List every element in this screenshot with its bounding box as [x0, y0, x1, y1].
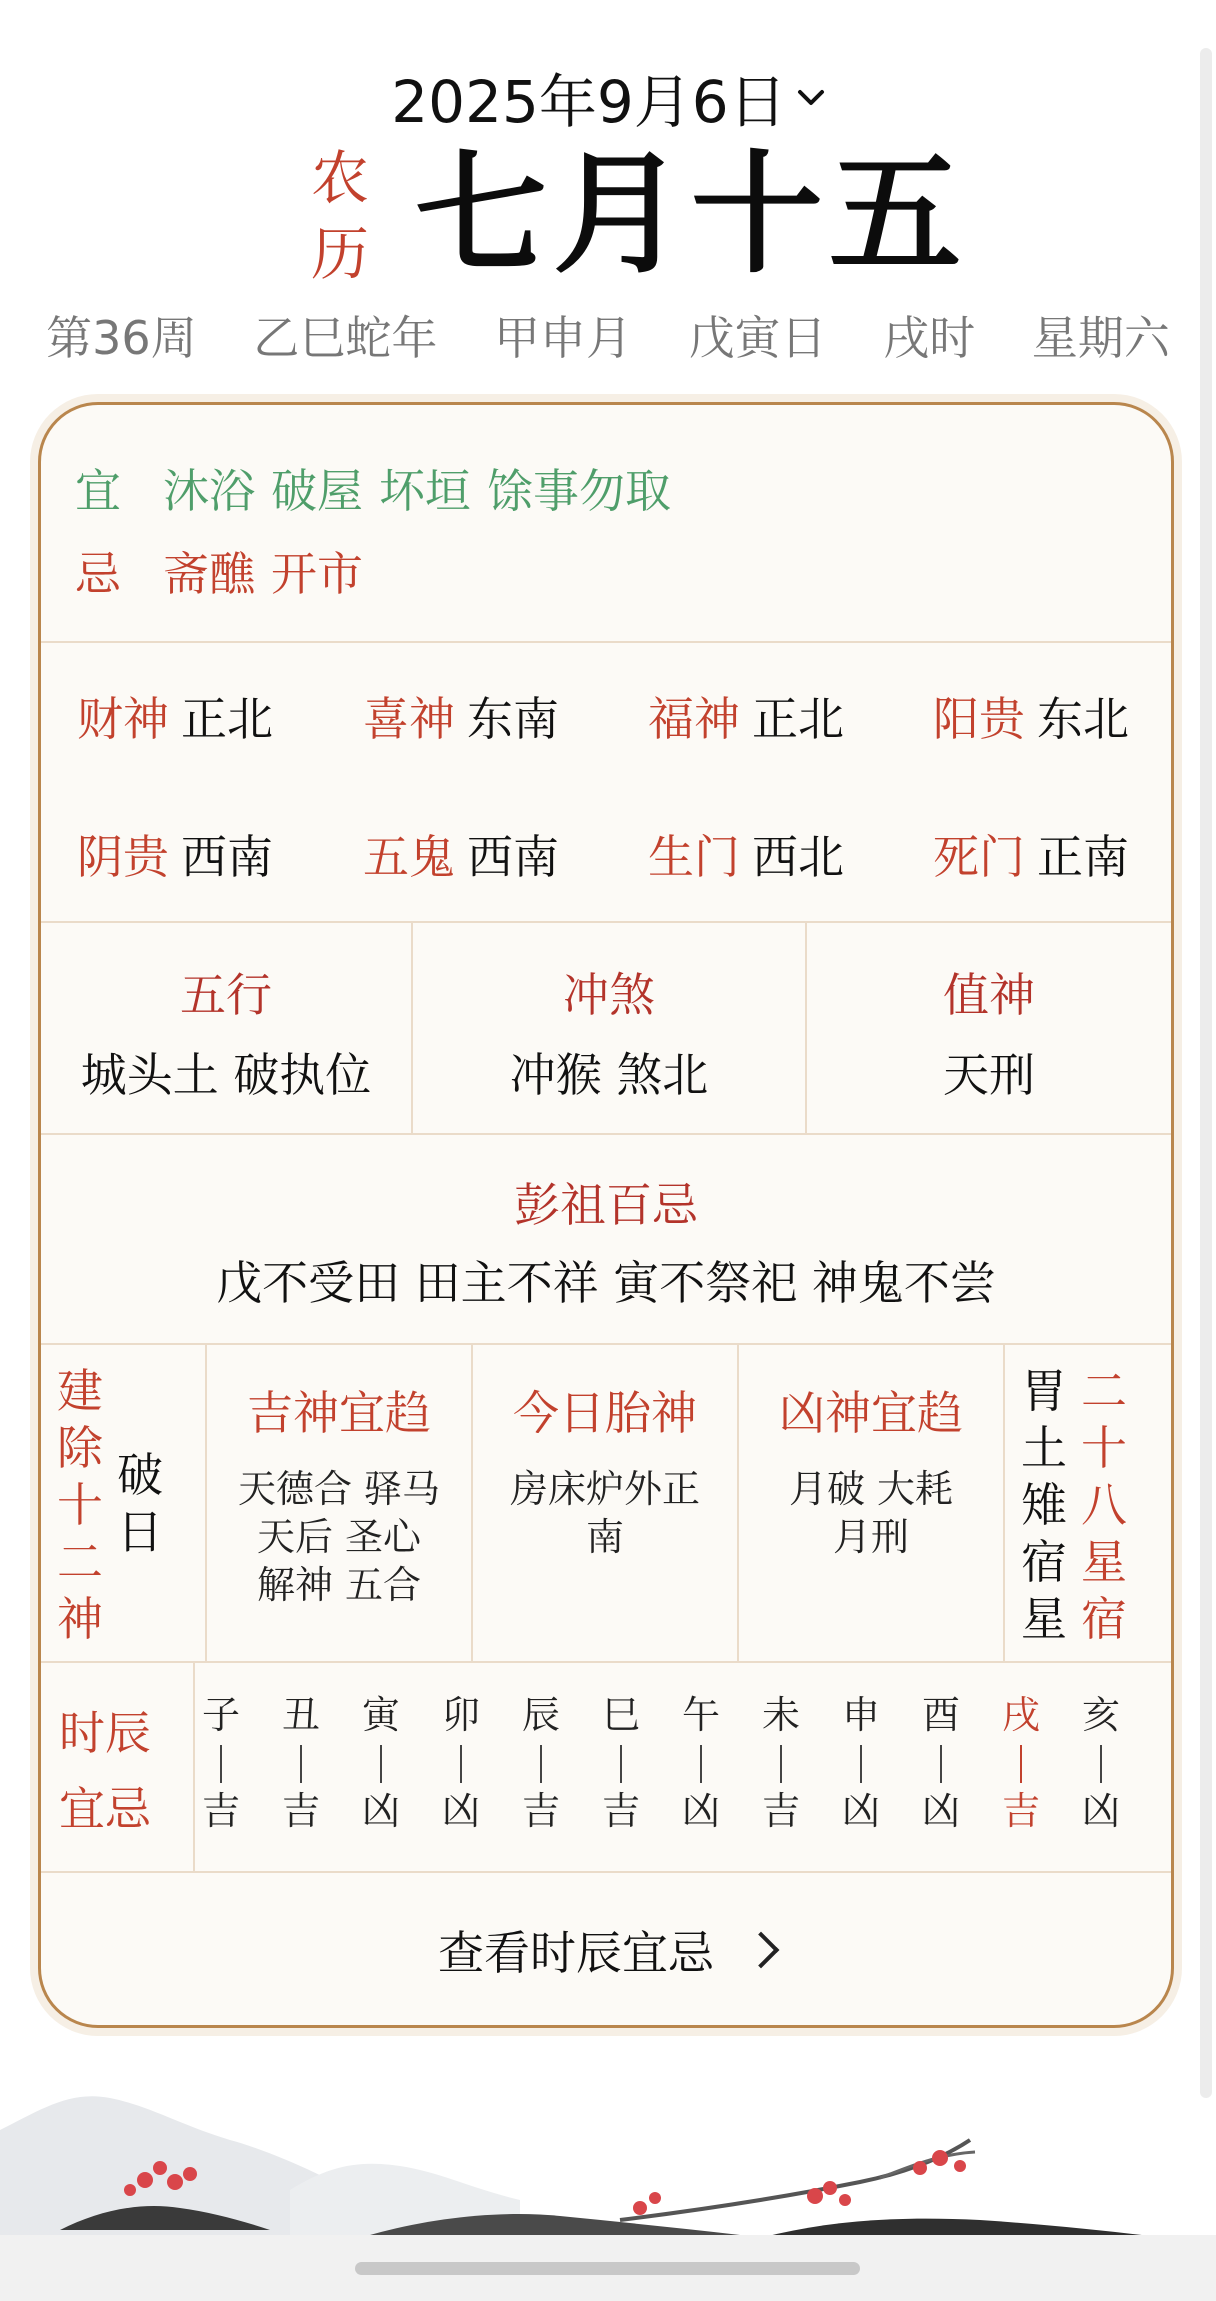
home-indicator[interactable] — [355, 2262, 860, 2275]
pengzu-title: 彭祖百忌 — [514, 1178, 698, 1232]
god-wugui: 五鬼 西南 — [363, 830, 559, 884]
jianchu-value: 破 日 — [117, 1448, 163, 1559]
almanac-card — [38, 402, 1174, 2028]
pengzu-value: 戊不受田 田主不祥 寅不祭祀 神鬼不尝 — [216, 1256, 996, 1310]
shichen-hours — [191, 1691, 1151, 1861]
view-shichen-label: 查看时辰宜忌 — [438, 1926, 714, 1980]
chongsha-title: 冲煞 — [563, 968, 655, 1022]
hour-item: 卯 凶 — [441, 1693, 480, 1833]
ji-row — [75, 538, 379, 604]
hour-item: 寅 凶 — [361, 1693, 400, 1833]
hour-item: 未 吉 — [761, 1693, 800, 1833]
hour-item: 酉 凶 — [921, 1693, 960, 1833]
hour-item: 亥 凶 — [1081, 1693, 1120, 1833]
xiongshen-title: 凶神宜趋 — [779, 1386, 963, 1440]
yi-item: 沐浴 — [163, 464, 255, 518]
year-ganzhi: 乙巳蛇年 — [253, 311, 438, 365]
taishen-value: 房床炉外正 南 — [509, 1467, 700, 1559]
jianchu-label: 建 除 十 二 神 — [57, 1364, 103, 1646]
weekday: 星期六 — [1031, 311, 1170, 365]
date-info-row — [0, 302, 1216, 368]
jianchu-cell — [41, 1343, 205, 1661]
ji-item: 开市 — [271, 547, 363, 601]
hour-item: 子 吉 — [201, 1693, 240, 1833]
gods-detail-section — [41, 1343, 1171, 1663]
shichen-section — [41, 1661, 1171, 1873]
xiu-value: 胃 土 雉 宿 星 — [1021, 1364, 1067, 1646]
hour-item: 午 凶 — [681, 1693, 720, 1833]
chongsha-cell — [413, 921, 805, 1133]
week-number: 第36周 — [46, 311, 197, 365]
zhishen-cell — [807, 921, 1171, 1133]
hour-item: 申 凶 — [841, 1693, 880, 1833]
hour-item: 辰 吉 — [521, 1693, 560, 1833]
taishen-title: 今日胎神 — [513, 1386, 697, 1440]
hour-item: 戌 吉 — [1001, 1693, 1040, 1833]
yi-row — [75, 455, 687, 521]
god-caishen: 财神 正北 — [77, 692, 273, 746]
lunar-date: 七月十五 — [415, 138, 967, 292]
yi-label: 宜 — [75, 464, 121, 518]
wuxing-value: 城头土 破执位 — [80, 1048, 372, 1102]
ji-label: 忌 — [75, 547, 121, 601]
shichen-label: 时辰 宜忌 — [59, 1706, 151, 1836]
wuxing-section — [41, 921, 1171, 1135]
wuxing-title: 五行 — [180, 968, 272, 1022]
yi-item: 馀事勿取 — [487, 464, 671, 518]
chongsha-value: 冲猴 煞北 — [509, 1048, 709, 1102]
yi-ji-section — [41, 405, 1171, 643]
xiongshen-cell — [739, 1343, 1003, 1661]
god-yanggui: 阳贵 东北 — [933, 692, 1129, 746]
date-selector[interactable] — [0, 55, 1216, 139]
zhishen-value: 天刑 — [943, 1048, 1035, 1102]
xiu-cell — [1005, 1343, 1171, 1661]
view-shichen-button[interactable] — [41, 1871, 1171, 2025]
lunar-header — [0, 140, 1216, 290]
jishen-value: 天德合 驿马 天后 圣心 解神 五合 — [237, 1467, 441, 1607]
hour-item: 巳 吉 — [601, 1693, 640, 1833]
god-fushen: 福神 正北 — [648, 692, 844, 746]
wuxing-cell — [41, 921, 411, 1133]
jishen-title: 吉神宜趋 — [247, 1386, 431, 1440]
hour-item: 丑 吉 — [281, 1693, 320, 1833]
jishen-cell — [207, 1343, 471, 1661]
chevron-down-icon — [797, 84, 825, 112]
hour-ganzhi: 戌时 — [883, 311, 976, 365]
ink-landscape-decoration — [0, 2070, 1216, 2240]
xiongshen-value: 月破 大耗 月刑 — [788, 1467, 954, 1559]
date-text: 2025年9月6日 — [391, 68, 787, 136]
god-yingui: 阴贵 西南 — [77, 830, 273, 884]
nongli-label: 农 历 — [310, 144, 369, 288]
god-xishen: 喜神 东南 — [363, 692, 559, 746]
yi-item: 坏垣 — [379, 464, 471, 518]
god-shengmen: 生门 西北 — [648, 830, 844, 884]
day-ganzhi: 戊寅日 — [688, 311, 827, 365]
month-ganzhi: 甲申月 — [493, 311, 632, 365]
yi-item: 破屋 — [271, 464, 363, 518]
chevron-right-icon — [743, 1932, 780, 1969]
ji-item: 斋醮 — [163, 547, 255, 601]
gods-directions-section — [41, 641, 1171, 923]
taishen-cell — [473, 1343, 737, 1661]
xiu-label: 二 十 八 星 宿 — [1081, 1364, 1127, 1646]
pengzu-section — [41, 1133, 1171, 1345]
god-simen: 死门 正南 — [933, 830, 1129, 884]
zhishen-title: 值神 — [943, 968, 1035, 1022]
